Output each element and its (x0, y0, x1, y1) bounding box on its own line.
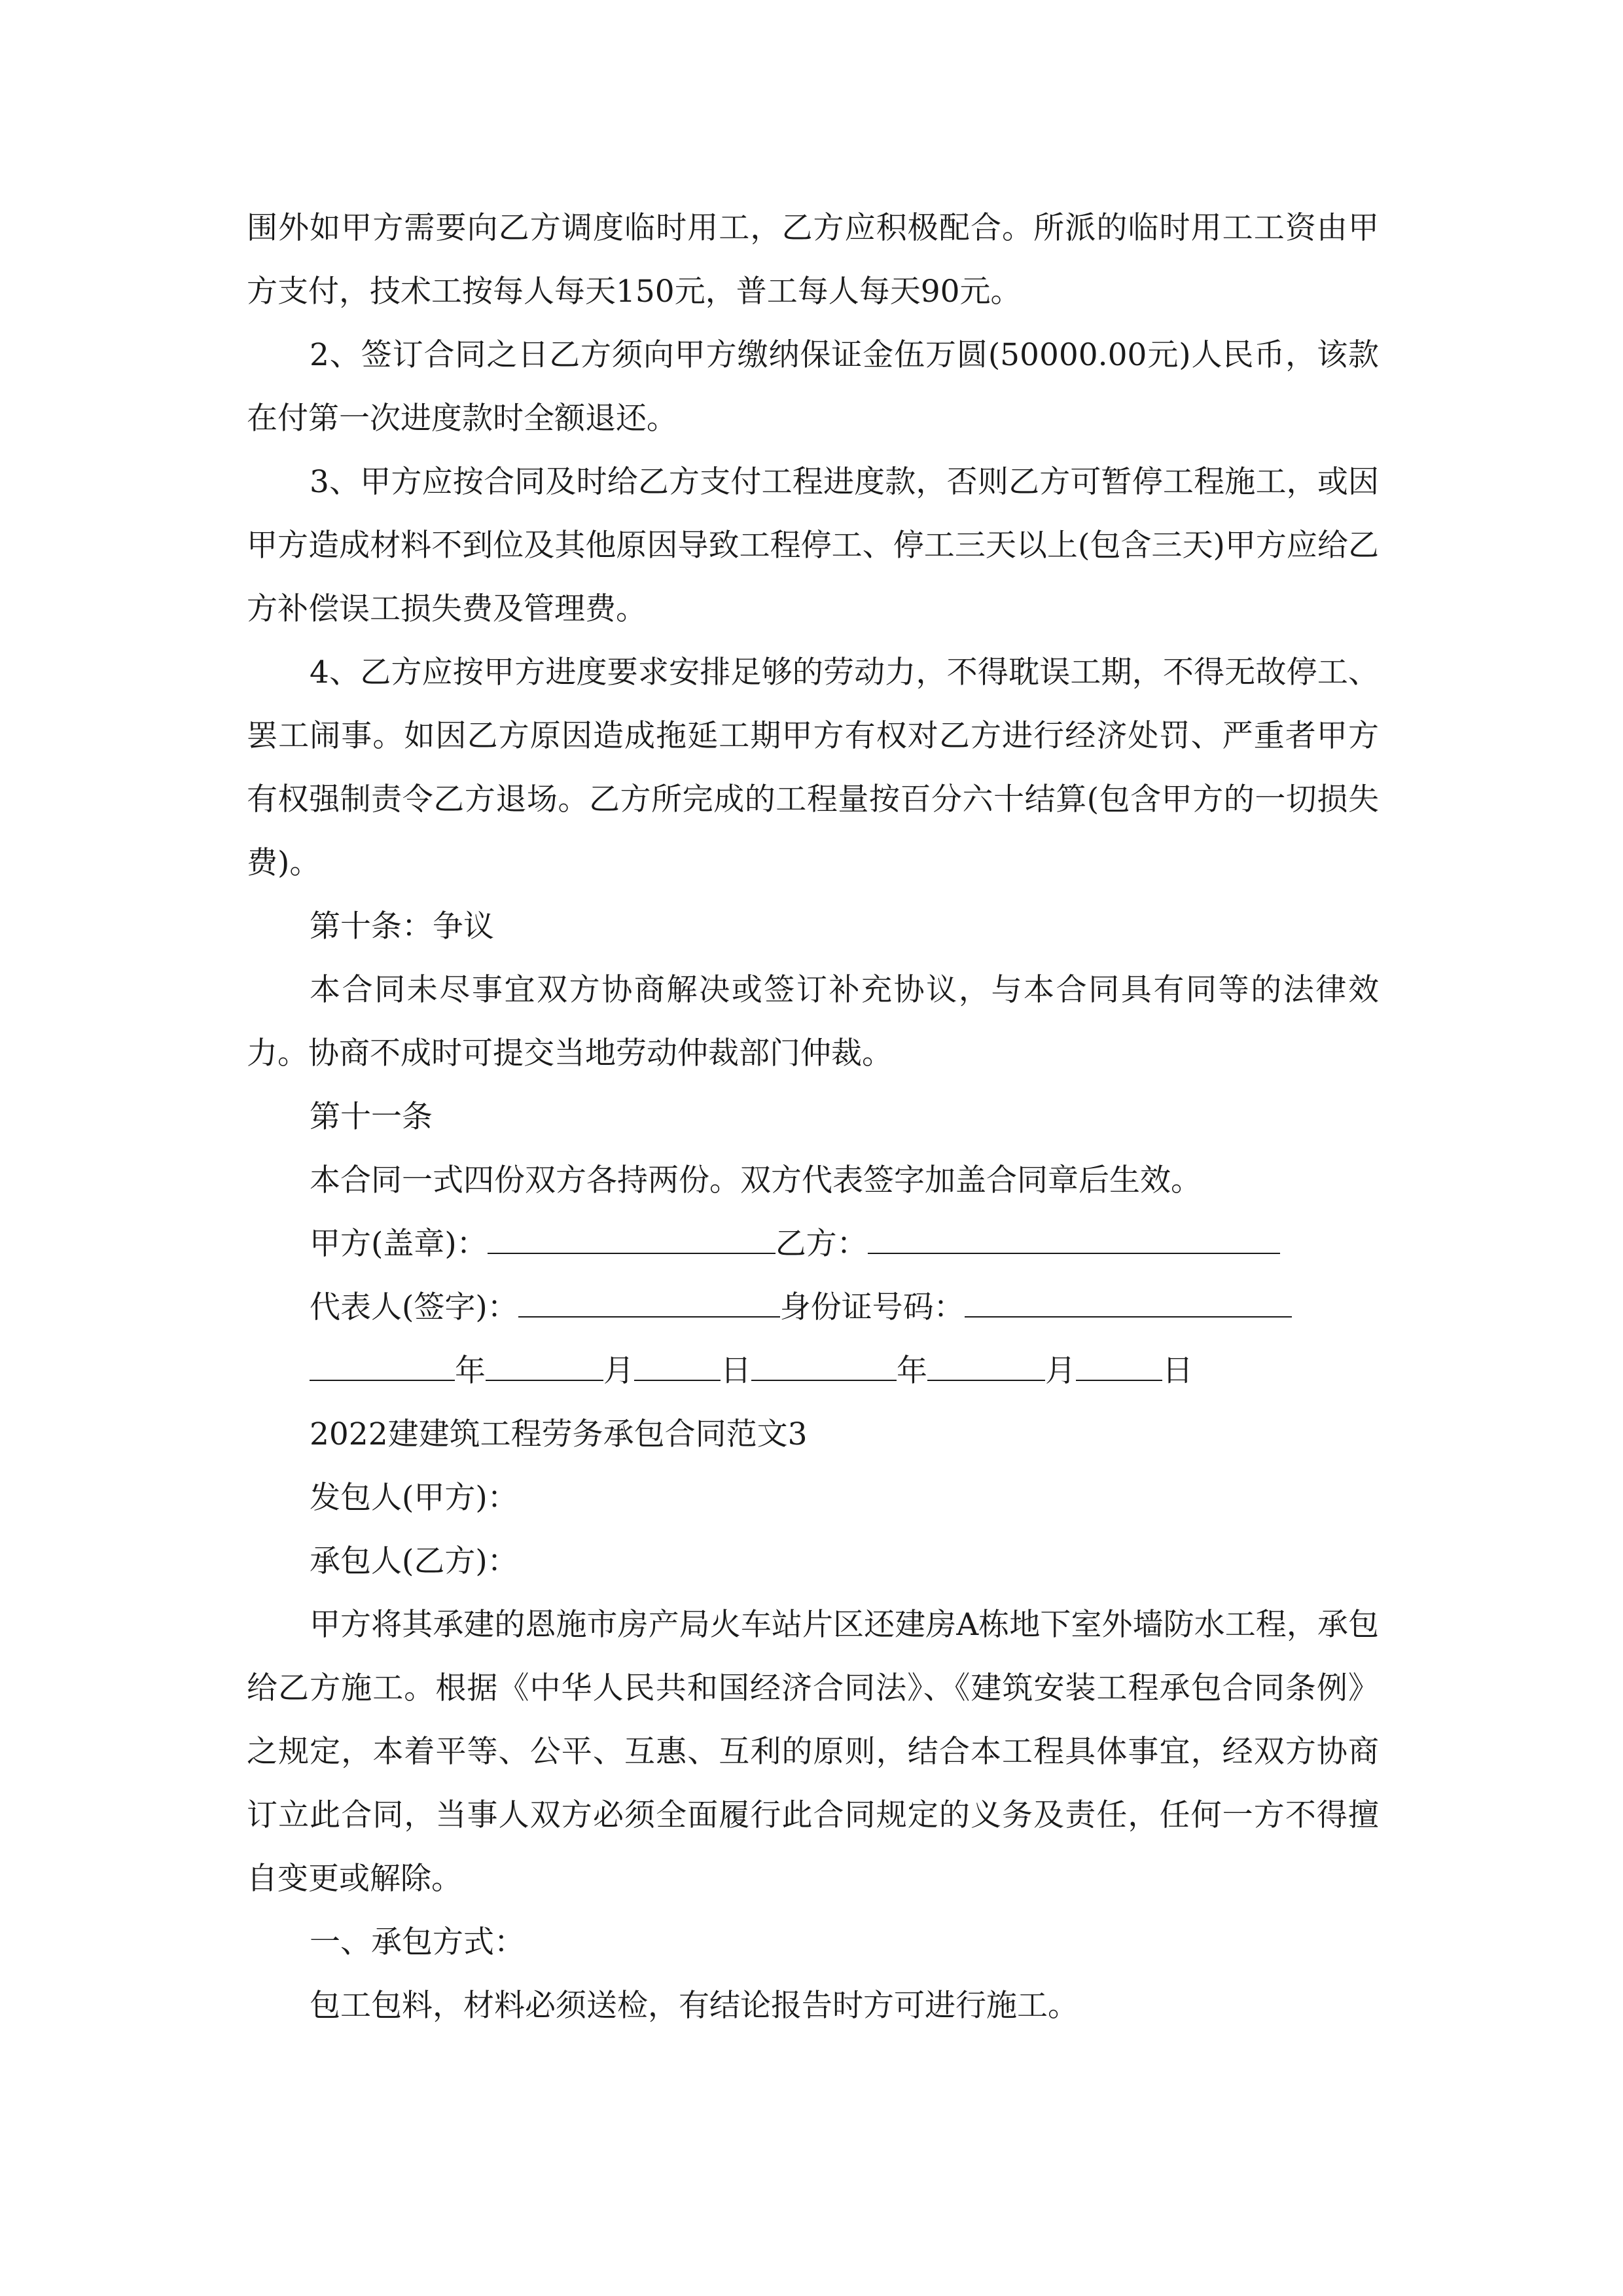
date-b-day-label: 日 (1162, 1353, 1193, 1389)
signature-row-representative (310, 1276, 1292, 1339)
date-b-year-label: 年 (897, 1353, 927, 1389)
date-a-month-label: 月 (603, 1353, 634, 1389)
representative-sign-label: 代表人(签字)： (310, 1289, 518, 1325)
representative-sign-blank[interactable] (518, 1290, 780, 1318)
signature-row-parties (310, 1212, 1280, 1276)
party-a-seal-blank[interactable] (488, 1227, 776, 1254)
paragraph-progress-payment: 3、甲方应按合同及时给乙方支付工程进度款，否则乙方可暂停工程施工，或因甲方造成材料不到位及其他原因导致工程停工、停工三天以上(包含三天)甲方应给乙方补偿误工损失费及管理费。 (247, 464, 1379, 627)
date-b-month-blank[interactable] (927, 1354, 1045, 1381)
party-a-seal-label: 甲方(盖章)： (310, 1226, 488, 1262)
section-3-title: 2022建建筑工程劳务承包合同范文3 (310, 1416, 808, 1452)
article-11-body: 本合同一式四份双方各持两份。双方代表签字加盖合同章后生效。 (310, 1162, 1202, 1198)
date-a-year-blank[interactable] (310, 1354, 455, 1381)
clause-1-heading: 一、承包方式： (310, 1924, 525, 1960)
article-10-heading: 第十条：争议 (310, 908, 494, 944)
party-b-label: 乙方： (775, 1226, 868, 1262)
article-10-body: 本合同未尽事宜双方协商解决或签订补充协议，与本合同具有同等的法律效力。协商不成时可提交当地劳动仲裁部门仲裁。 (247, 972, 1379, 1071)
date-b-year-blank[interactable] (751, 1354, 897, 1381)
id-number-blank[interactable] (965, 1290, 1292, 1318)
date-row (310, 1339, 1193, 1403)
contractor-label: 承包人(乙方)： (310, 1543, 518, 1579)
date-b-day-blank[interactable] (1076, 1354, 1162, 1381)
date-a-month-blank[interactable] (486, 1354, 603, 1381)
party-b-blank[interactable] (868, 1227, 1280, 1254)
paragraph-temporary-labor: 围外如甲方需要向乙方调度临时用工，乙方应积极配合。所派的临时用工工资由甲方支付，技术工按每人每天150元，普工每人每天90元。 (247, 210, 1379, 310)
paragraph-deposit: 2、签订合同之日乙方须向甲方缴纳保证金伍万圆(50000.00元)人民币，该款在付第一次进度款时全额退还。 (247, 337, 1379, 437)
clause-1-body: 包工包料，材料必须送检，有结论报告时方可进行施工。 (310, 1988, 1079, 2024)
date-a-day-blank[interactable] (634, 1354, 721, 1381)
paragraph-labor-requirements: 4、乙方应按甲方进度要求安排足够的劳动力，不得耽误工期，不得无故停工、罢工闹事。如因乙方原因造成拖延工期甲方有权对乙方进行经济处罚、严重者甲方有权强制责令乙方退场。乙方所完成的工程量按百分六十结算(包含甲方的一切损失费)。 (247, 655, 1379, 881)
date-a-year-label: 年 (455, 1353, 486, 1389)
employer-label: 发包人(甲方)： (310, 1480, 518, 1516)
article-11-heading: 第十一条 (310, 1099, 433, 1135)
id-number-label: 身份证号码： (779, 1289, 965, 1325)
contract-intro: 甲方将其承建的恩施市房产局火车站片区还建房A栋地下室外墙防水工程，承包给乙方施工。根据《中华人民共和国经济合同法》、《建筑安装工程承包合同条例》之规定，本着平等、公平、互惠、互利的原则，结合本工程具体事宜，经双方协商订立此合同，当事人双方必须全面履行此合同规定的义务及责任，任何一方不得擅自变更或解除。 (247, 1607, 1379, 1897)
date-b-month-label: 月 (1045, 1353, 1076, 1389)
date-a-day-label: 日 (721, 1353, 751, 1389)
